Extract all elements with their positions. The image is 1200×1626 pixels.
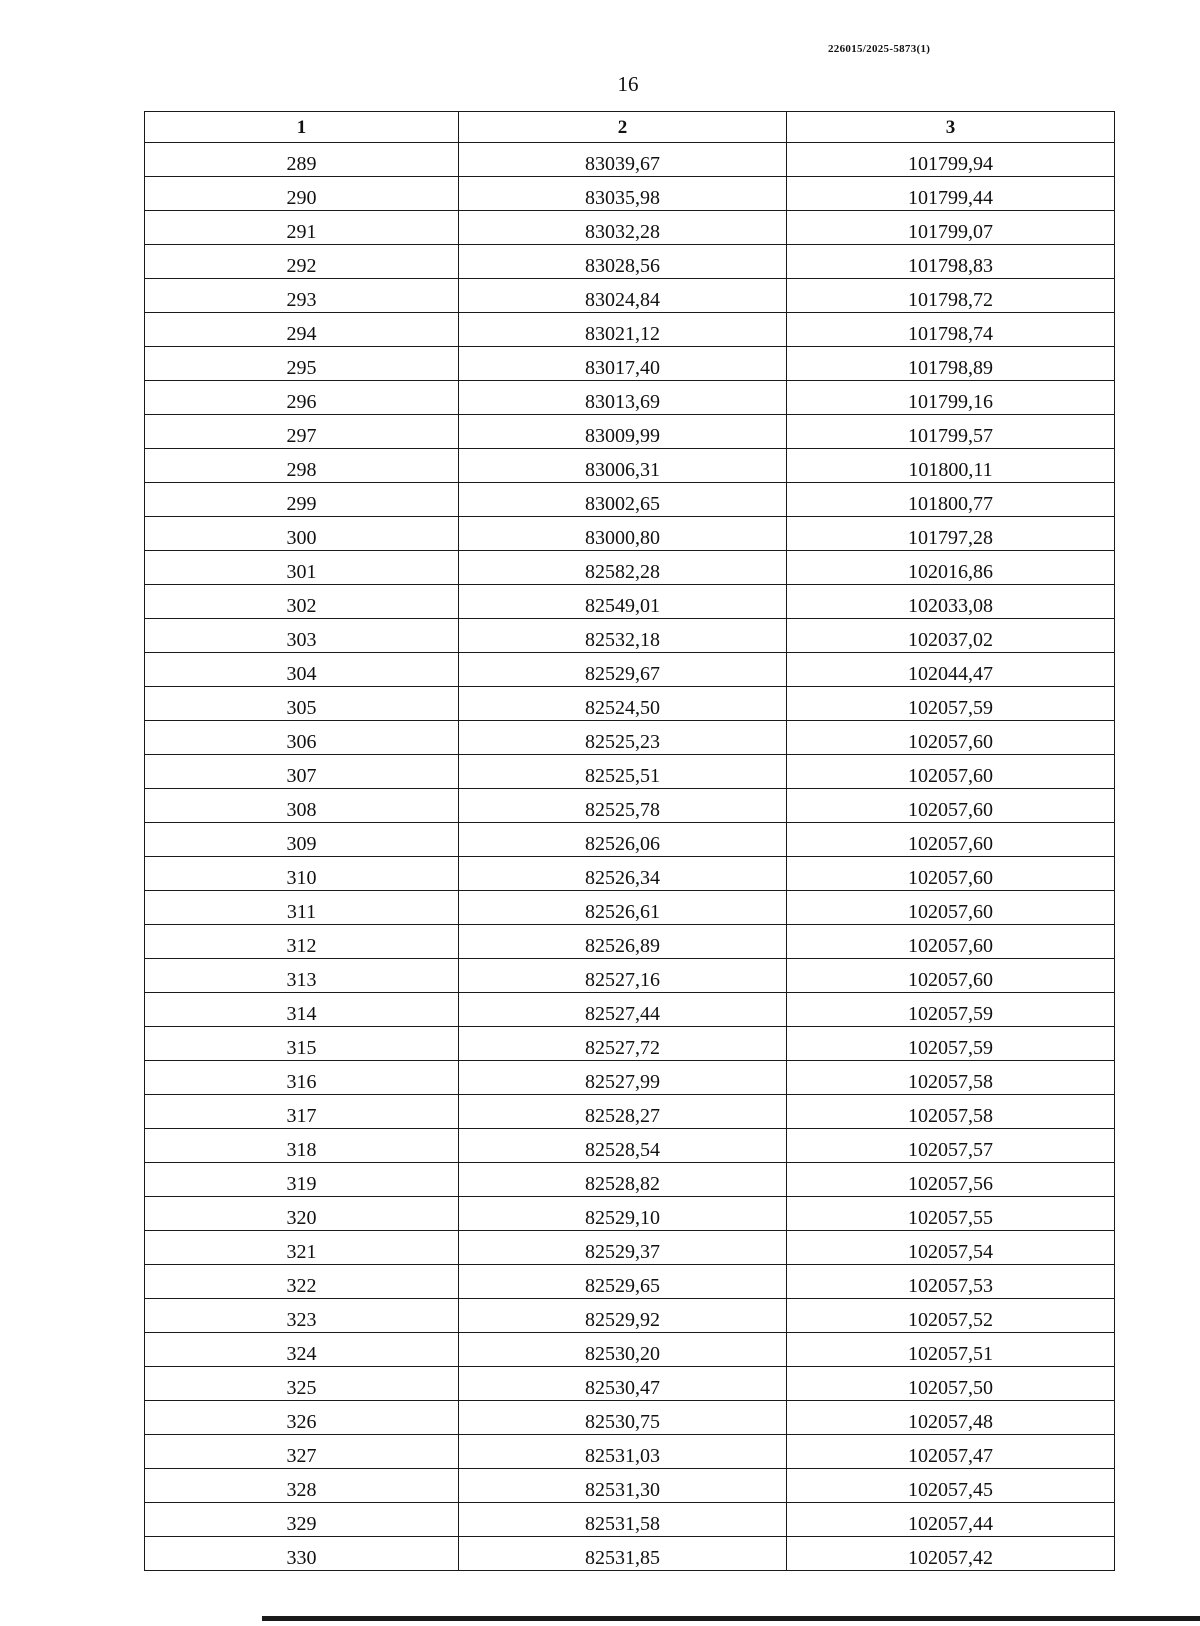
y-coordinate-cell: 101799,94: [787, 143, 1115, 177]
point-number-cell: 297: [145, 415, 459, 449]
table-row: [145, 1367, 1115, 1401]
y-coordinate-cell: 101798,72: [787, 279, 1115, 313]
x-coordinate-cell: 82528,27: [459, 1095, 787, 1129]
table-row: [145, 1027, 1115, 1061]
y-coordinate-cell: 101799,16: [787, 381, 1115, 415]
point-number-cell: 289: [145, 143, 459, 177]
table-row: [145, 1129, 1115, 1163]
table-row: [145, 449, 1115, 483]
point-number-cell: 302: [145, 585, 459, 619]
table-row: [145, 925, 1115, 959]
point-number-cell: 309: [145, 823, 459, 857]
y-coordinate-cell: 102057,60: [787, 959, 1115, 993]
x-coordinate-cell: 82525,23: [459, 721, 787, 755]
point-number-cell: 304: [145, 653, 459, 687]
y-coordinate-cell: 102057,51: [787, 1333, 1115, 1367]
x-coordinate-cell: 82525,78: [459, 789, 787, 823]
x-coordinate-cell: 82530,75: [459, 1401, 787, 1435]
x-coordinate-cell: 82532,18: [459, 619, 787, 653]
x-coordinate-cell: 82525,51: [459, 755, 787, 789]
table-row: [145, 1537, 1115, 1571]
table-row: [145, 1095, 1115, 1129]
y-coordinate-cell: 101798,89: [787, 347, 1115, 381]
table-row: [145, 823, 1115, 857]
point-number-cell: 326: [145, 1401, 459, 1435]
point-number-cell: 325: [145, 1367, 459, 1401]
x-coordinate-cell: 83032,28: [459, 211, 787, 245]
table-row: [145, 347, 1115, 381]
point-number-cell: 322: [145, 1265, 459, 1299]
table-row: [145, 959, 1115, 993]
point-number-cell: 321: [145, 1231, 459, 1265]
y-coordinate-cell: 101800,77: [787, 483, 1115, 517]
x-coordinate-cell: 82527,44: [459, 993, 787, 1027]
y-coordinate-cell: 101800,11: [787, 449, 1115, 483]
table-row: [145, 517, 1115, 551]
table-row: [145, 483, 1115, 517]
table-row: [145, 177, 1115, 211]
x-coordinate-cell: 82526,89: [459, 925, 787, 959]
y-coordinate-cell: 102057,60: [787, 789, 1115, 823]
point-number-cell: 319: [145, 1163, 459, 1197]
table-row: [145, 993, 1115, 1027]
x-coordinate-cell: 82527,99: [459, 1061, 787, 1095]
x-coordinate-cell: 82528,82: [459, 1163, 787, 1197]
point-number-cell: 323: [145, 1299, 459, 1333]
y-coordinate-cell: 102057,60: [787, 755, 1115, 789]
table-row: [145, 1435, 1115, 1469]
x-coordinate-cell: 82530,47: [459, 1367, 787, 1401]
page-number: 16: [617, 72, 639, 96]
point-number-cell: 306: [145, 721, 459, 755]
x-coordinate-cell: 82524,50: [459, 687, 787, 721]
point-number-cell: 294: [145, 313, 459, 347]
point-number-cell: 312: [145, 925, 459, 959]
table-row: [145, 1197, 1115, 1231]
point-number-cell: 315: [145, 1027, 459, 1061]
column-header-2: 2: [459, 112, 787, 143]
document-registration-number: 226015/2025-5873(1): [828, 43, 931, 55]
x-coordinate-cell: 83024,84: [459, 279, 787, 313]
y-coordinate-cell: 102057,44: [787, 1503, 1115, 1537]
table-row: [145, 1061, 1115, 1095]
y-coordinate-cell: 102057,47: [787, 1435, 1115, 1469]
y-coordinate-cell: 102057,48: [787, 1401, 1115, 1435]
coordinates-table: [144, 111, 1115, 1571]
x-coordinate-cell: 83013,69: [459, 381, 787, 415]
point-number-cell: 299: [145, 483, 459, 517]
x-coordinate-cell: 82531,30: [459, 1469, 787, 1503]
point-number-cell: 313: [145, 959, 459, 993]
table-header: [145, 112, 1115, 143]
x-coordinate-cell: 82531,58: [459, 1503, 787, 1537]
table-row: [145, 789, 1115, 823]
y-coordinate-cell: 102057,52: [787, 1299, 1115, 1333]
y-coordinate-cell: 101798,74: [787, 313, 1115, 347]
table-row: [145, 1265, 1115, 1299]
point-number-cell: 318: [145, 1129, 459, 1163]
y-coordinate-cell: 102057,58: [787, 1061, 1115, 1095]
bottom-scan-edge-rule: [262, 1616, 1200, 1621]
x-coordinate-cell: 82526,34: [459, 857, 787, 891]
point-number-cell: 307: [145, 755, 459, 789]
point-number-cell: 310: [145, 857, 459, 891]
column-header-1: 1: [145, 112, 459, 143]
x-coordinate-cell: 83035,98: [459, 177, 787, 211]
x-coordinate-cell: 82526,61: [459, 891, 787, 925]
table-row: [145, 857, 1115, 891]
y-coordinate-cell: 102057,42: [787, 1537, 1115, 1571]
point-number-cell: 303: [145, 619, 459, 653]
y-coordinate-cell: 102044,47: [787, 653, 1115, 687]
table-row: [145, 1163, 1115, 1197]
x-coordinate-cell: 82530,20: [459, 1333, 787, 1367]
table-row: [145, 755, 1115, 789]
x-coordinate-cell: 82531,03: [459, 1435, 787, 1469]
x-coordinate-cell: 83021,12: [459, 313, 787, 347]
column-header-3: 3: [787, 112, 1115, 143]
table-row: [145, 1299, 1115, 1333]
point-number-cell: 292: [145, 245, 459, 279]
y-coordinate-cell: 102057,60: [787, 721, 1115, 755]
x-coordinate-cell: 82528,54: [459, 1129, 787, 1163]
x-coordinate-cell: 82529,10: [459, 1197, 787, 1231]
x-coordinate-cell: 82526,06: [459, 823, 787, 857]
y-coordinate-cell: 102057,60: [787, 891, 1115, 925]
y-coordinate-cell: 102057,56: [787, 1163, 1115, 1197]
y-coordinate-cell: 102057,45: [787, 1469, 1115, 1503]
y-coordinate-cell: 101799,57: [787, 415, 1115, 449]
point-number-cell: 305: [145, 687, 459, 721]
y-coordinate-cell: 102057,57: [787, 1129, 1115, 1163]
x-coordinate-cell: 82549,01: [459, 585, 787, 619]
point-number-cell: 301: [145, 551, 459, 585]
x-coordinate-cell: 82527,72: [459, 1027, 787, 1061]
table-row: [145, 381, 1115, 415]
table-row: [145, 415, 1115, 449]
y-coordinate-cell: 102057,60: [787, 857, 1115, 891]
table-row: [145, 1503, 1115, 1537]
point-number-cell: 327: [145, 1435, 459, 1469]
point-number-cell: 320: [145, 1197, 459, 1231]
point-number-cell: 296: [145, 381, 459, 415]
table-row: [145, 245, 1115, 279]
point-number-cell: 316: [145, 1061, 459, 1095]
y-coordinate-cell: 102057,60: [787, 925, 1115, 959]
table-row: [145, 143, 1115, 177]
y-coordinate-cell: 102057,54: [787, 1231, 1115, 1265]
point-number-cell: 290: [145, 177, 459, 211]
y-coordinate-cell: 101798,83: [787, 245, 1115, 279]
point-number-cell: 324: [145, 1333, 459, 1367]
table-row: [145, 1333, 1115, 1367]
point-number-cell: 300: [145, 517, 459, 551]
point-number-cell: 291: [145, 211, 459, 245]
x-coordinate-cell: 82529,92: [459, 1299, 787, 1333]
y-coordinate-cell: 102057,58: [787, 1095, 1115, 1129]
x-coordinate-cell: 82531,85: [459, 1537, 787, 1571]
x-coordinate-cell: 82529,67: [459, 653, 787, 687]
point-number-cell: 314: [145, 993, 459, 1027]
point-number-cell: 311: [145, 891, 459, 925]
x-coordinate-cell: 83002,65: [459, 483, 787, 517]
point-number-cell: 308: [145, 789, 459, 823]
x-coordinate-cell: 82529,37: [459, 1231, 787, 1265]
y-coordinate-cell: 102057,53: [787, 1265, 1115, 1299]
x-coordinate-cell: 83006,31: [459, 449, 787, 483]
y-coordinate-cell: 101799,07: [787, 211, 1115, 245]
point-number-cell: 330: [145, 1537, 459, 1571]
x-coordinate-cell: 82527,16: [459, 959, 787, 993]
y-coordinate-cell: 102057,59: [787, 1027, 1115, 1061]
x-coordinate-cell: 82529,65: [459, 1265, 787, 1299]
y-coordinate-cell: 101797,28: [787, 517, 1115, 551]
x-coordinate-cell: 83039,67: [459, 143, 787, 177]
point-number-cell: 295: [145, 347, 459, 381]
x-coordinate-cell: 82582,28: [459, 551, 787, 585]
y-coordinate-cell: 102057,59: [787, 993, 1115, 1027]
table-row: [145, 721, 1115, 755]
table-row: [145, 551, 1115, 585]
y-coordinate-cell: 102057,50: [787, 1367, 1115, 1401]
y-coordinate-cell: 102057,55: [787, 1197, 1115, 1231]
table-row: [145, 313, 1115, 347]
table-row: [145, 279, 1115, 313]
y-coordinate-cell: 102057,59: [787, 687, 1115, 721]
x-coordinate-cell: 83009,99: [459, 415, 787, 449]
table-row: [145, 619, 1115, 653]
point-number-cell: 328: [145, 1469, 459, 1503]
point-number-cell: 317: [145, 1095, 459, 1129]
table-row: [145, 687, 1115, 721]
table-body: [145, 143, 1115, 1571]
y-coordinate-cell: 102016,86: [787, 551, 1115, 585]
table-row: [145, 585, 1115, 619]
table-row: [145, 653, 1115, 687]
y-coordinate-cell: 102037,02: [787, 619, 1115, 653]
table-header-row: [145, 112, 1115, 143]
table-row: [145, 1401, 1115, 1435]
point-number-cell: 329: [145, 1503, 459, 1537]
point-number-cell: 298: [145, 449, 459, 483]
y-coordinate-cell: 101799,44: [787, 177, 1115, 211]
table-row: [145, 1469, 1115, 1503]
table-row: [145, 1231, 1115, 1265]
point-number-cell: 293: [145, 279, 459, 313]
table-row: [145, 891, 1115, 925]
x-coordinate-cell: 83000,80: [459, 517, 787, 551]
table-row: [145, 211, 1115, 245]
x-coordinate-cell: 83017,40: [459, 347, 787, 381]
y-coordinate-cell: 102057,60: [787, 823, 1115, 857]
x-coordinate-cell: 83028,56: [459, 245, 787, 279]
y-coordinate-cell: 102033,08: [787, 585, 1115, 619]
